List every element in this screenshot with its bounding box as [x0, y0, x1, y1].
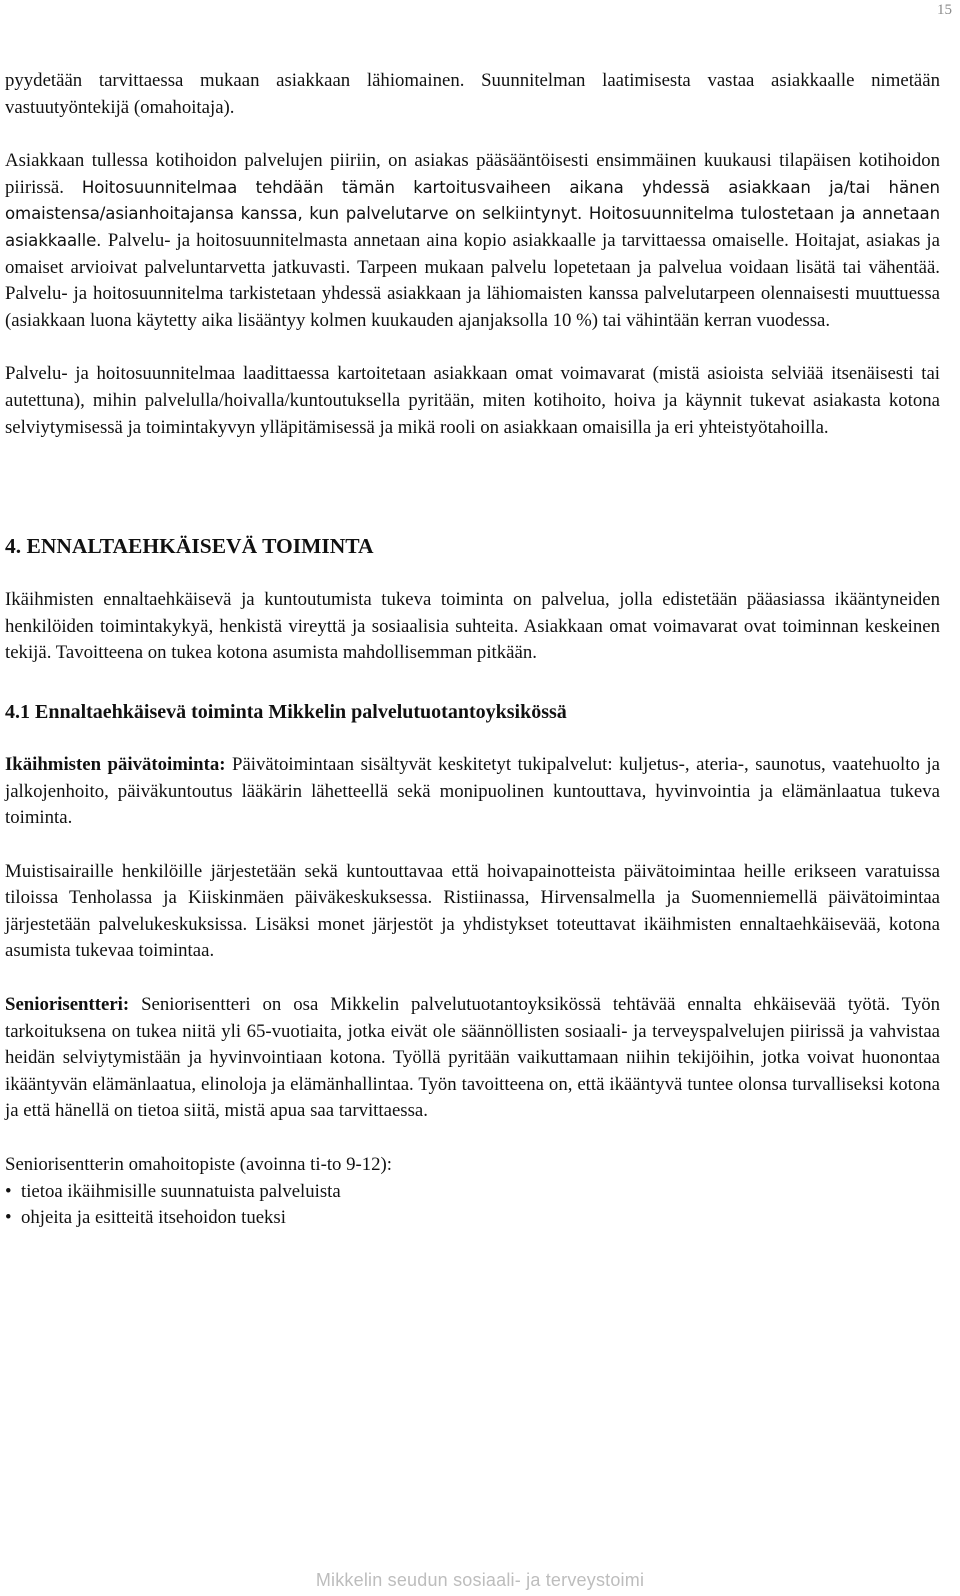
- senior-center-lead: Seniorisentteri:: [5, 994, 130, 1016]
- paragraph-care-plan-responsibility: pyydetään tarvittaessa mukaan asiakkaan lähiomainen. Suunnitelman laatimisesta vastaa asiakkaalle nimetään vastuutyöntekijä (omahoitaja).: [5, 70, 940, 118]
- bullet-icon: •: [5, 1207, 12, 1229]
- day-activity-lead: Ikäihmisten päivätoiminta:: [5, 753, 226, 775]
- subsection-heading: 4.1 Ennaltaehkäisevä toiminta Mikkelin palvelutuotantoyksikössä: [5, 700, 567, 723]
- page-number: 15: [937, 2, 952, 18]
- day-activity-text: Päivätoimintaan sisältyvät keskitetyt tukipalvelut: kuljetus-, ateria-, saunotus, vaatehuolto ja jalkojenhoito, päiväkuntoutus lääkärin lähetteellä sekä monipuolinen kuntouttava, hyvinvointia ja elämänlaatua tukeva toiminta.: [5, 753, 940, 829]
- document-body: [5, 68, 940, 1232]
- paragraph-home-care-copy: Palvelu- ja hoitosuunnitelmasta annetaan aina kopio asiakkaalle ja tarvittaessa omaiselle. Hoitajat, asiakas ja omaiset arvioivat palveluntarvetta jatkuvasti. Tarpeen mukaan palvelu lopetetaan ja palvelua voidaan lisätä tai vähentää.: [5, 229, 940, 278]
- paragraph-memory-patients: Muistisairaille henkilöille järjestetään sekä kuntouttavaa että hoivapainotteista päivätoimintaa heille erikseen varatuissa tiloissa Tenholassa ja Kiiskinmäen päiväkeskuksessa. Ristiinassa, Hirvensalmella ja Suomenniemellä päivätoimintaa järjestetään palvelukeskuksissa. Lisäksi monet järjestöt ja yhdistykset toteuttavat ikäihmisten ennaltaehkäisevää, kotona asumista tukevaa toimintaa.: [5, 860, 940, 962]
- paragraph-day-activity: [5, 752, 940, 832]
- paragraph-home-care-review: Palvelu- ja hoitosuunnitelma tarkistetaan yhdessä asiakkaan ja lähiomaisten kanssa palvelutarpeen olennaisesti muuttuessa (asiakkaan luona käytetty aika lisääntyy kolmen kuukauden ajanjaksolla 10 %) tai vähintään kerran vuodessa.: [5, 283, 940, 331]
- list-item-text: tietoa ikäihmisille suunnatuista palveluista: [21, 1180, 341, 1202]
- paragraph-senior-center: [5, 992, 940, 1125]
- list-item: [5, 1179, 940, 1206]
- paragraph-home-care-process: [5, 148, 940, 334]
- paragraph-resources-mapping: Palvelu- ja hoitosuunnitelmaa laadittaessa kartoitetaan asiakkaan omat voimavarat (mistä asioista selviää itsenäisesti tai autettuna), mihin palvelulla/hoivalla/kuntoutuksella pyritään, miten kotihoito, hoiva ja käynnit tukevat asiakasta kotona selviytymisessä ja toimintakyvyn ylläpitämisessä ja mikä rooli on asiakkaan omaisilla ja eri yhteistyötahoilla.: [5, 363, 940, 438]
- paragraph-home-care-intro: Asiakkaan tullessa kotihoidon palvelujen piiriin, on asiakas pääsääntöisesti ensimmäinen kuukausi tilapäisen kotihoidon piirissä.: [5, 150, 940, 198]
- list-item: [5, 1205, 940, 1232]
- paragraph-self-care-point: Seniorisentterin omahoitopiste (avoinna ti-to 9-12):: [5, 1154, 393, 1176]
- paragraph-preventive-intro: Ikäihmisten ennaltaehkäisevä ja kuntoutumista tukeva toiminta on palvelua, jolla edistetään pääasiassa ikääntyneiden henkilöiden toimintakykyä, henkistä vireyttä ja sosiaalisia suhteita. Asiakkaan omat voimavarat ovat toiminnan keskeinen tekijä. Tavoitteena on tukea kotona asumista mahdollisemman pitkään.: [5, 589, 940, 664]
- list-item-text: ohjeita ja esitteitä itsehoidon tueksi: [21, 1207, 286, 1229]
- paragraph-home-care-plan: Hoitosuunnitelmaa tehdään tämän kartoitusvaiheen aikana yhdessä asiakkaan ja/tai hänen omaistensa/asianhoitajansa kanssa, kun palvelutarve on selkiintynyt. Hoitosuunnitelma tulostetaan ja annetaan asiakkaalle.: [5, 177, 940, 250]
- bullet-list: [5, 1179, 940, 1232]
- section-heading: 4. ENNALTAEHKÄISEVÄ TOIMINTA: [5, 534, 374, 559]
- senior-center-text: Seniorisentteri on osa Mikkelin palvelutuotantoyksikössä tehtävää ennalta ehkäisevää työtä. Työn tarkoituksena on tukea niitä yli 65-vuotiaita, jotka eivät ole säännöllisten sosiaali- ja terveyspalvelujen piirissä ja vahvistaa heidän selviytymistään ja hyvinvointiaan kotona. Työllä pyritään vaikuttamaan niihin tekijöihin, jotka voivat huonontaa ikääntyvän elämänlaatua, elinoloja ja elämänhallintaa. Työn tavoitteena on, että ikääntyvä tuntee olonsa turvalliseksi kotona ja että hänellä on tietoa siitä, mistä apua saa tarvittaessa.: [5, 994, 940, 1122]
- page-footer: Mikkelin seudun sosiaali- ja terveystoimi: [315, 1570, 645, 1590]
- bullet-icon: •: [5, 1180, 12, 1202]
